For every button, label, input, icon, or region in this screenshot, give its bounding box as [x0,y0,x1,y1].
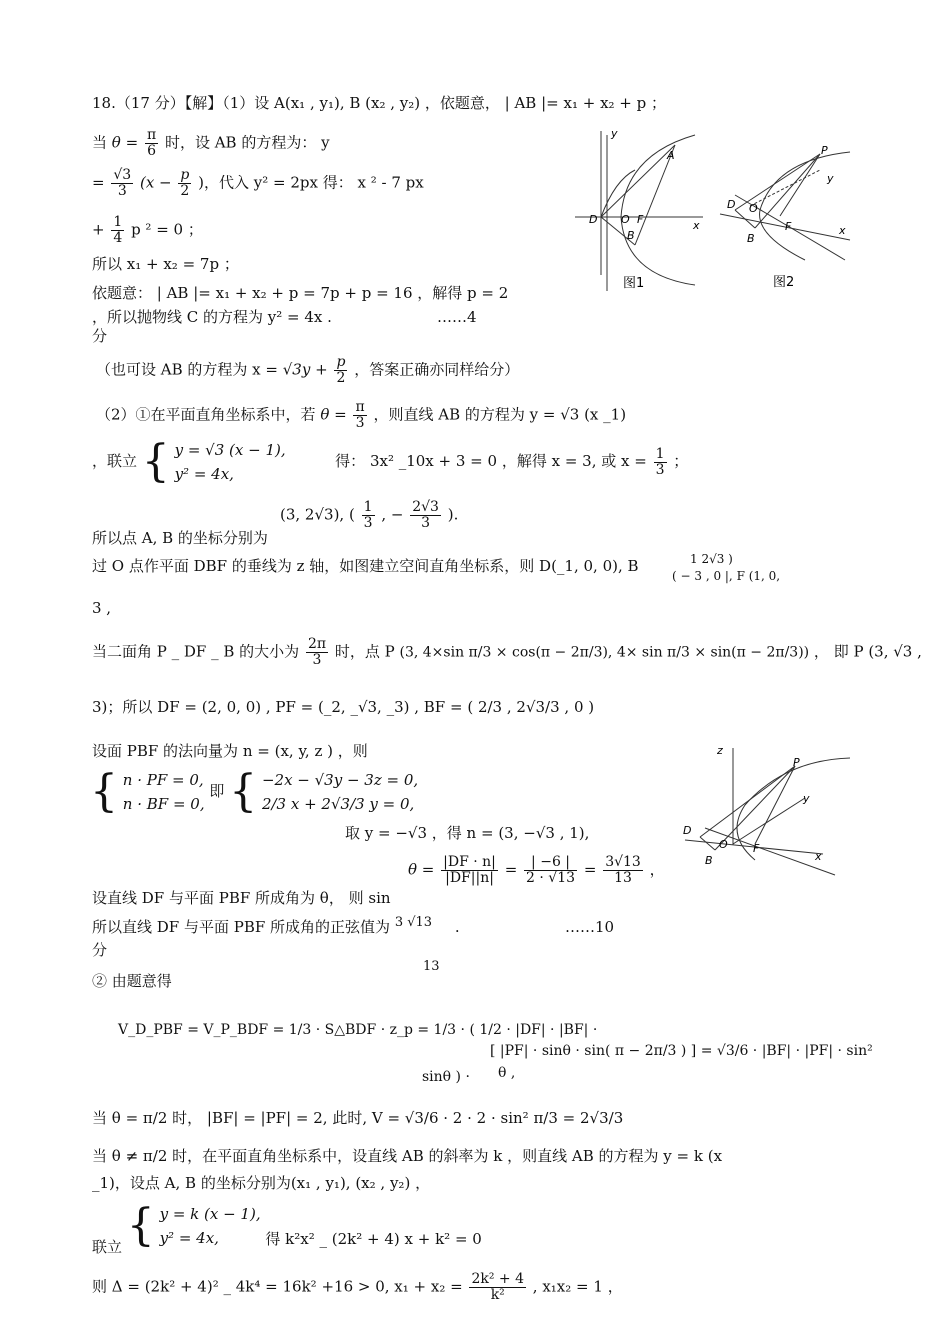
fraction: $\frac{p}{2}$ [180,167,190,199]
text: θ = [111,133,139,152]
text: p ² = 0 ； [131,220,203,239]
text: )，代入 y² = 2px 得： x ² - 7 px [198,173,424,192]
fraction: $\frac{| -6 |}{2 \cdot √13}$ [526,854,576,886]
point-b-label: B [627,229,635,242]
score-mark: ……4 [437,308,477,326]
line-coords-label: 所以点 A, B 的坐标分别为 [92,529,268,547]
brace: { [141,436,170,487]
text: = [504,860,518,879]
axis-x-label: x [815,850,822,863]
fraction: $\frac{\text{2k² + 4}}{\text{k²}}$ [471,1271,525,1303]
line-part2-start [96,400,626,431]
coord-b-top: 1 2√3 ) [690,552,733,566]
text: ，答案正确亦同样给分） [354,360,520,379]
axis-x-label: x [839,224,846,237]
line-theta-not-half-pi: 当 θ ≠ π/2 时，在平面直角坐标系中，设直线 AB 的斜率为 k ，则直线 AB 的方程为 y = k (x [92,1147,723,1165]
text: (x − [139,173,172,192]
axis-y-label: y [611,127,618,140]
line-ab-points: _1)，设点 A, B 的坐标分别为(x₁ , y₁), (x₂ , y₂) ， [92,1174,431,1192]
point-f-label: F [753,842,760,855]
coord-b-bottom: ( − 3 , 0 |, F (1, 0, [672,569,781,583]
fraction: $\frac{\pi}{3}$ [355,399,365,431]
figure-1-caption: 图1 [623,276,645,291]
figure-2 [715,140,855,295]
line-part2-2: ② 由题意得 [92,972,172,990]
point-p-label: P [821,144,828,157]
fraction: $\frac{1}{4}$ [113,214,123,246]
point-o-label: O [749,202,758,215]
answer-denominator: 13 [423,959,440,974]
text: 联立 [92,1238,123,1256]
score-mark: ……10 [565,918,615,936]
point-o-label: O [719,838,728,851]
line-sum: 所以 x₁ + x₂ = 7p ； [92,255,239,273]
text: ； [673,452,689,470]
line-ab-equation [92,168,424,199]
line-volume: V_D_PBF = V_P_BDF = 1/3 · S△BDF · z_p = 1/3 · ( 1/2 · |DF| · |BF| · [118,1022,598,1038]
figure-3d [655,740,850,880]
axis-x-label: x [693,219,700,232]
text: ，所以抛物线 C 的方程为 y² = 4x . [92,308,332,326]
line-sin-value [408,855,665,886]
text: = [92,173,105,192]
point-o-label: O [621,213,630,226]
solution-header: 18.（17 分）【解】（1）设 A(x₁ , y₁), B (x₂ , y₂) ，依题意， | AB |= x₁ + x₂ + p ； [92,94,667,112]
fraction: $\frac{1}{3}$ [363,499,373,531]
point-a-label: A [667,149,675,162]
point-d-label: D [727,198,736,211]
answer-value: 3 √13 [394,915,433,930]
axis-y-label: y [803,792,810,805]
line-volume-b: [ |PF| · sinθ · sin( π − 2π/3 ) ] = √3/6 · |BF| · |PF| · sin² [490,1043,873,1059]
score-unit: 分 [92,327,108,345]
text: 得 k²x² _ (2k² + 4) x + k² = 0 [265,1230,482,1248]
text: = [583,860,597,879]
line-dihedral [92,637,922,668]
text: ， [649,860,665,879]
line-volume-c: sinθ ) · [422,1069,470,1085]
line-volume-d: θ , [498,1065,516,1081]
line-space-coords: 过 O 点作平面 DBF 的垂线为 z 轴，如图建立空间直角坐标系，则 D(_1, 0, 0), B [92,557,639,575]
fraction: $\frac{1}{3}$ [655,445,665,478]
equation-system: y = k (x − 1), y² = 4x, [159,1205,261,1247]
text: . [454,918,460,936]
text: 当 [92,133,108,152]
text: + [92,220,105,239]
point-b-label: B [705,854,713,867]
text: ，联立 [92,452,138,470]
line-alternative [96,355,519,386]
line-system-2 [92,1200,482,1256]
figure-2-caption: 图2 [773,275,795,290]
line-normal-system [90,768,418,816]
text: 所以直线 DF 与平面 PBF 所成角的正弦值为 [92,918,391,936]
line-normal-vector: 设面 PBF 的法向量为 n = (x, y, z ) ，则 [92,742,368,760]
text: 时，点 P [334,642,395,661]
score-unit: 分 [92,941,108,959]
line-points [280,500,458,531]
line-coords-end: 3 , [92,599,112,617]
axis-z-label: z [717,744,723,757]
axis-y-label: y [827,172,834,185]
equation-system: −2x − √3y − 3z = 0, 2/3 x + 2√3/3 y = 0, [261,771,419,813]
line-take-y: 取 y = −√3 ，得 n = (3, −√3 , 1), [345,824,590,842]
fraction: $\frac{2√3}{3}$ [412,499,439,531]
text: 得： 3x² _10x + 3 = 0 ，解得 x = 3, 或 x = [335,452,647,470]
text: 3)；所以 DF = (2, 0, 0) , PF = (_2, _√3, _3) , BF = [92,698,463,716]
line-theta-pi6 [92,128,330,159]
point-d-label: D [683,824,692,837]
point-p-expression: (3, 4×sin π/3 × cos(π − 2π/3), 4× sin π/3 × sin(π − 2π/3)) [399,644,810,661]
line-angle-def: 设直线 DF 与平面 PBF 所成角为 θ， 则 sin [92,889,391,907]
text: ， 即 P (3, √3 , [813,642,922,661]
point-f-label: F [637,213,644,226]
fraction: $\frac{3√13}{13}$ [605,854,641,886]
text: θ = [408,860,435,879]
fraction: $\frac{|DF \cdot n|}{|DF||n|}$ [443,854,496,886]
fraction: $\frac{2\pi}{3}$ [307,636,327,668]
line-discriminant [92,1272,623,1303]
fraction: $\frac{p}{2}$ [336,354,346,386]
text: , − [381,505,404,524]
point-p-label: P [793,756,800,769]
text: ). [447,505,459,524]
brace: { [229,766,258,817]
fraction: $\frac{\pi}{6}$ [146,127,157,159]
text: √3y + [282,360,328,379]
text: 即 [209,782,225,800]
text: ，则直线 AB 的方程为 y = √3 (x _1) [373,405,627,424]
line-vectors [92,697,594,717]
text: （2）①在平面直角坐标系中，若 [96,405,316,424]
line-parabola [92,307,477,327]
vector-bf: ( 2/3 , 2√3/3 , 0 ) [467,698,595,716]
point-d-label: D [589,213,598,226]
line-system-1 [92,438,688,486]
line-sine-answer [92,915,615,939]
point-f-label: F [785,220,792,233]
point-b-label: B [747,232,755,245]
text: 则 Δ = (2k² + 4)² _ 4k⁴ = 16k² +16 > 0, x₁ + x₂ = [92,1277,463,1296]
brace: { [90,766,118,817]
text: θ = [320,405,347,424]
fraction: $\frac{√3}{3}$ [113,167,132,199]
text: 时，设 AB 的方程为： y [164,133,330,152]
text: 当二面角 P _ DF _ B 的大小为 [92,642,300,661]
line-theta-half-pi: 当 θ = π/2 时， |BF| = |PF| = 2, 此时, V = √3/6 · 2 · 2 · sin² π/3 = 2√3/3 [92,1109,624,1127]
equation-system: n · PF = 0, n · BF = 0, [122,771,205,813]
figure-1 [575,125,705,295]
text: , x₁x₂ = 1 ， [532,1277,623,1296]
line-solve-p: 依题意： | AB |= x₁ + x₂ + p = 7p + p = 16 ，解得 p = 2 [92,284,509,302]
text: (3, 2√3), ( [280,505,355,524]
brace: { [126,1200,155,1251]
equation-system: y = √3 (x − 1), y² = 4x, [174,441,286,483]
text: （也可设 AB 的方程为 x = [96,360,278,379]
line-quadratic-end [92,215,203,246]
